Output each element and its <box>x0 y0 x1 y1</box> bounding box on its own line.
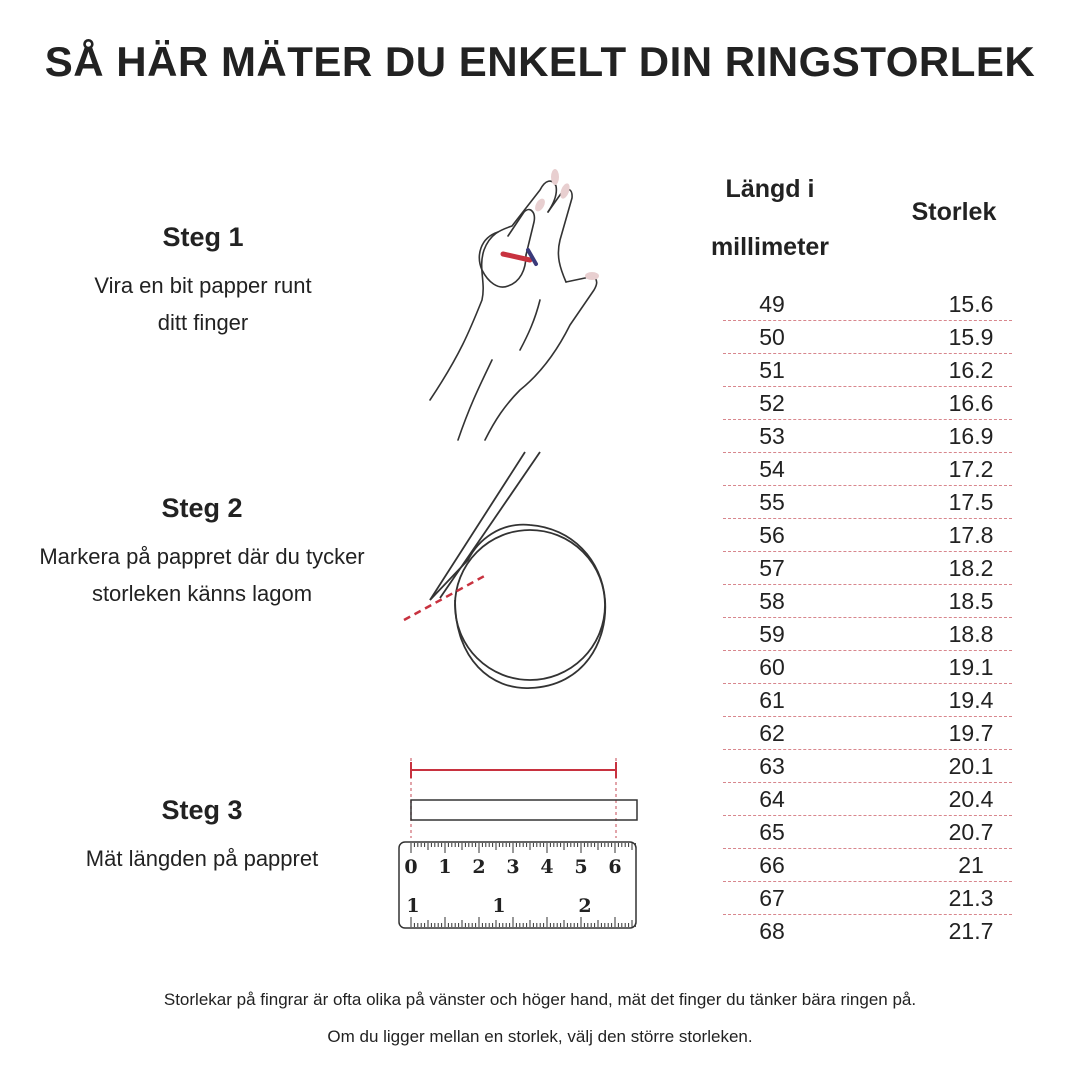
table-row <box>723 782 1012 816</box>
ruler-label: 2 <box>472 856 486 878</box>
paper-loop-icon <box>404 452 605 688</box>
cell-mm: 54 <box>759 456 785 482</box>
cell-size: 17.8 <box>948 522 994 548</box>
ruler-label: 2 <box>578 895 592 917</box>
step-1-heading: Steg 1 <box>162 222 244 252</box>
table-row <box>723 452 1012 486</box>
cell-mm: 66 <box>759 852 785 878</box>
cell-size: 17.2 <box>948 456 994 482</box>
cell-mm: 68 <box>759 918 785 944</box>
table-row <box>723 617 1012 651</box>
cell-mm: 63 <box>759 753 785 779</box>
table-row <box>723 386 1012 420</box>
cell-mm: 64 <box>759 786 785 812</box>
cell-mm: 62 <box>759 720 785 746</box>
cell-mm: 61 <box>759 687 785 713</box>
ruler-label: 3 <box>506 856 520 878</box>
cell-size: 16.2 <box>948 357 994 383</box>
ruler-label: 1 <box>438 856 452 878</box>
cell-mm: 52 <box>759 390 785 416</box>
cell-size: 20.4 <box>948 786 994 812</box>
cell-size: 19.7 <box>948 720 994 746</box>
footer-note-1: Storlekar på fingrar är ofta olika på vänster och höger hand, mät det finger du tänker bära ringen på. <box>163 990 917 1009</box>
table-row <box>723 683 1012 717</box>
ruler-label: 0 <box>404 856 418 878</box>
table-row <box>723 287 1012 321</box>
table-row <box>723 749 1012 783</box>
cell-mm: 67 <box>759 885 785 911</box>
table-row <box>723 584 1012 618</box>
column-header-mm: Längd i millimeter <box>710 175 830 261</box>
table-row <box>723 551 1012 585</box>
ruler-icon <box>399 758 637 928</box>
table-row <box>723 419 1012 453</box>
cell-mm: 57 <box>759 555 785 581</box>
cell-size: 17.5 <box>948 489 994 515</box>
ruler-label: 5 <box>574 856 588 878</box>
cell-size: 16.9 <box>948 423 994 449</box>
ruler-label: 4 <box>540 856 554 878</box>
step-3-text: Mät längden på pappret <box>85 846 319 871</box>
cell-mm: 51 <box>759 357 785 383</box>
cell-size: 21.7 <box>948 918 994 944</box>
cell-mm: 55 <box>759 489 785 515</box>
table-row <box>723 848 1012 882</box>
cell-size: 16.6 <box>948 390 994 416</box>
step-3-heading: Steg 3 <box>161 795 243 825</box>
table-row <box>723 881 1012 915</box>
cell-size: 21.3 <box>948 885 994 911</box>
cell-size: 15.6 <box>948 291 994 317</box>
cell-mm: 59 <box>759 621 785 647</box>
footer-note-2: Om du ligger mellan en storlek, välj den större storleken. <box>327 1027 753 1046</box>
step-2-text: Markera på pappret där du tycker storleken känns lagom <box>39 544 365 606</box>
cell-mm: 49 <box>759 291 785 317</box>
page-title: SÅ HÄR MÄTER DU ENKELT DIN RINGSTORLEK <box>44 38 1036 85</box>
cell-size: 18.8 <box>948 621 994 647</box>
table-row <box>723 716 1012 750</box>
ruler-label: 1 <box>492 895 506 917</box>
ruler-label: 1 <box>406 895 420 917</box>
table-row <box>723 320 1012 354</box>
cell-mm: 53 <box>759 423 785 449</box>
step-2-heading: Steg 2 <box>161 493 243 523</box>
cell-size: 15.9 <box>948 324 994 350</box>
column-header-size: Storlek <box>911 198 997 226</box>
table-row <box>723 815 1012 849</box>
cell-size: 19.4 <box>948 687 994 713</box>
cell-size: 20.1 <box>948 753 994 779</box>
cell-size: 21 <box>958 852 984 878</box>
cell-mm: 56 <box>759 522 785 548</box>
table-row <box>723 518 1012 552</box>
cell-mm: 50 <box>759 324 785 350</box>
hand-with-ring-icon <box>430 169 599 440</box>
table-row <box>723 914 1012 947</box>
cell-size: 20.7 <box>948 819 994 845</box>
cell-mm: 58 <box>759 588 785 614</box>
table-row <box>723 485 1012 519</box>
cell-size: 19.1 <box>948 654 994 680</box>
cell-mm: 65 <box>759 819 785 845</box>
step-1-text: Vira en bit papper runt ditt finger <box>94 273 312 335</box>
ruler-label: 6 <box>608 856 622 878</box>
table-row <box>723 353 1012 387</box>
cell-mm: 60 <box>759 654 785 680</box>
table-row <box>723 650 1012 684</box>
cell-size: 18.2 <box>948 555 994 581</box>
cell-size: 18.5 <box>948 588 994 614</box>
